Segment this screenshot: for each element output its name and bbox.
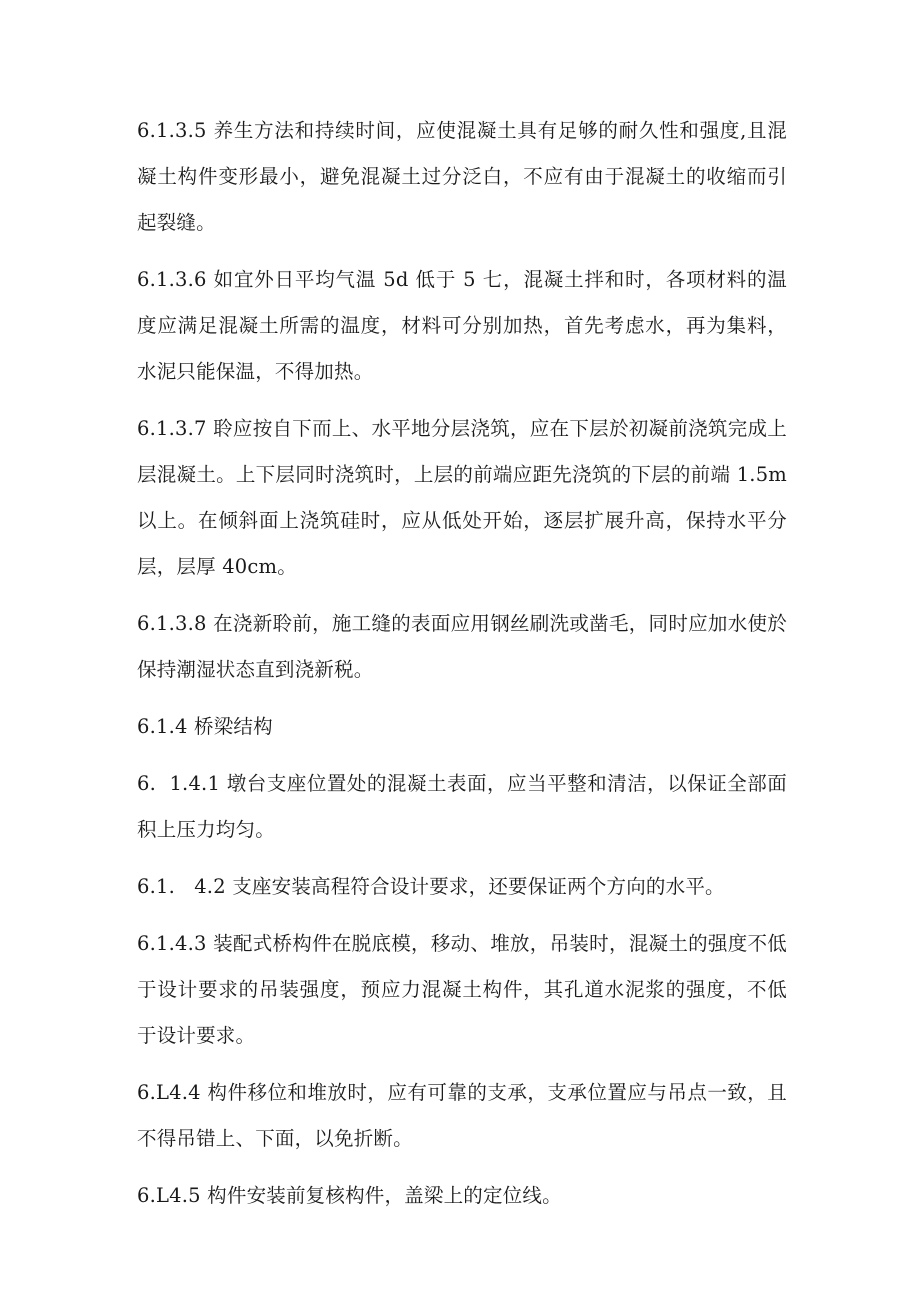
paragraph-6-1-3-7: 6.1.3.7 聆应按自下而上、水平地分层浇筑，应在下层於初凝前浇筑完成上层混凝土。上下层同时浇筑时，上层的前端应距先浇筑的下层的前端 1.5m 以上。在倾斜面上浇筑硅时，应从低处开始，逐层扩展升高，保持水平分层，层厚 40cm。	[137, 417, 794, 578]
paragraph-6-1-3-8: 6.1.3.8 在浇新聆前，施工缝的表面应用钢丝刷洗或凿毛，同时应加水使於保持潮湿状态直到浇新税。	[137, 612, 787, 681]
paragraph-6-1-4-3: 6.1.4.3 装配式桥构件在脱底模，移动、堆放，吊装时，混凝土的强度不低于设计要求的吊装强度，预应力混凝土构件，其孔道水泥浆的强度，不低于设计要求。	[137, 932, 787, 1047]
paragraph-6-1-4-2: 6.1. 4.2 支座安装高程符合设计要求，还要保证两个方向的水平。	[137, 875, 725, 898]
paragraph-6-1-4-5: 6.L4.5 构件安装前复核构件，盖梁上的定位线。	[137, 1184, 562, 1207]
paragraph-6-1-3-5: 6.1.3.5 养生方法和持续时间，应使混凝土具有足够的耐久性和强度,且混凝土构件变形最小，避免混凝土过分泛白，不应有由于混凝土的收缩而引起裂缝。	[137, 119, 787, 234]
paragraph-6-1-4-1: 6. 1.4.1 墩台支座位置处的混凝土表面，应当平整和清洁，以保证全部面积上压力均匀。	[137, 772, 787, 841]
section-heading-6-1-4: 6.1.4 桥梁结构	[137, 715, 273, 738]
paragraph-6-1-3-6: 6.1.3.6 如宜外日平均气温 5d 低于 5 七，混凝土拌和时，各项材料的温度应满足混凝土所需的温度，材料可分别加热，首先考虑水，再为集料，水泥只能保温，不得加热。	[137, 268, 787, 383]
document-body	[137, 108, 794, 1230]
paragraph-6-1-4-4: 6.L4.4 构件移位和堆放时，应有可靠的支承，支承位置应与吊点一致，且不得吊错上、下面，以免折断。	[137, 1081, 787, 1150]
